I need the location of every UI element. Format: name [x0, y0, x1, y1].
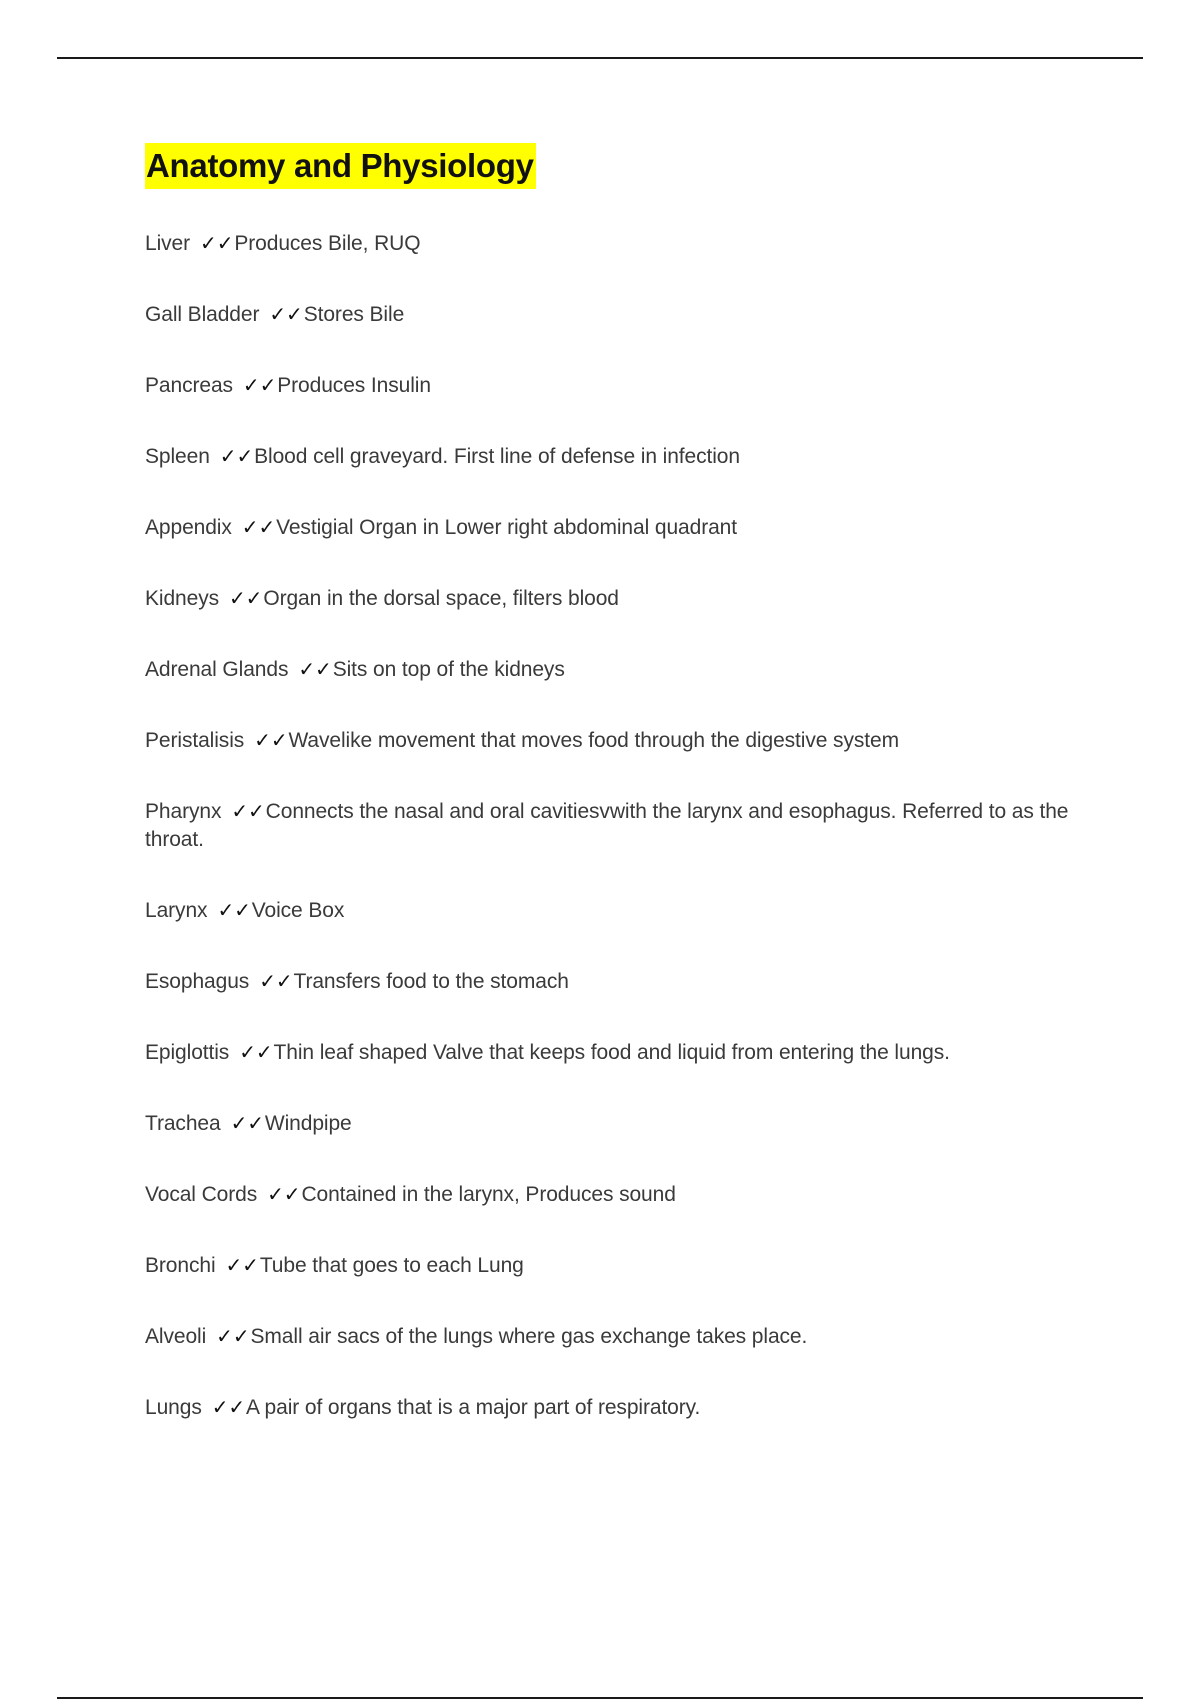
term-entry — [145, 726, 1085, 755]
document-body — [145, 143, 1085, 1464]
double-check-icon: ✓✓ — [269, 302, 303, 326]
term-entry — [145, 584, 1085, 613]
term-entry — [145, 1109, 1085, 1138]
term-entry — [145, 1038, 1085, 1067]
term-entry — [145, 896, 1085, 925]
double-check-icon: ✓✓ — [298, 657, 332, 681]
definition: Wavelike movement that moves food through the digestive system — [288, 729, 899, 752]
top-rule — [57, 57, 1143, 59]
term-entry — [145, 1322, 1085, 1351]
double-check-icon: ✓✓ — [229, 586, 263, 610]
definition: Produces Bile, RUQ — [234, 232, 421, 255]
term-list — [145, 229, 1085, 1422]
definition: Vestigial Organ in Lower right abdominal quadrant — [276, 516, 737, 539]
bottom-rule — [57, 1697, 1143, 1699]
double-check-icon: ✓✓ — [230, 1111, 264, 1135]
definition: Stores Bile — [303, 303, 405, 326]
definition: Blood cell graveyard. First line of defense in infection — [254, 445, 740, 468]
double-check-icon: ✓✓ — [267, 1182, 301, 1206]
definition: Produces Insulin — [277, 374, 431, 397]
definition: Thin leaf shaped Valve that keeps food and liquid from entering the lungs. — [273, 1041, 950, 1064]
term: Esophagus — [145, 970, 250, 993]
term: Adrenal Glands — [145, 658, 289, 681]
term-entry — [145, 967, 1085, 996]
double-check-icon: ✓✓ — [211, 1395, 246, 1419]
definition: Organ in the dorsal space, filters blood — [263, 587, 619, 610]
double-check-icon: ✓✓ — [254, 728, 288, 752]
double-check-icon: ✓✓ — [242, 373, 277, 397]
double-check-icon: ✓✓ — [225, 1253, 259, 1277]
double-check-icon: ✓✓ — [219, 444, 254, 468]
term-entry — [145, 1251, 1085, 1280]
term: Spleen — [145, 445, 210, 468]
term: Gall Bladder — [145, 303, 260, 326]
term: Lungs — [145, 1396, 202, 1419]
definition: Contained in the larynx, Produces sound — [301, 1183, 676, 1206]
document-title: Anatomy and Physiology — [145, 143, 536, 189]
definition: Transfers food to the stomach — [293, 970, 569, 993]
double-check-icon: ✓✓ — [200, 231, 234, 255]
term-entry — [145, 371, 1085, 400]
term-entry — [145, 513, 1085, 542]
term-entry — [145, 797, 1085, 854]
double-check-icon: ✓✓ — [239, 1040, 273, 1064]
term: Alveoli — [145, 1325, 207, 1348]
definition: Windpipe — [264, 1112, 352, 1135]
term-entry — [145, 655, 1085, 684]
term: Kidneys — [145, 587, 220, 610]
double-check-icon: ✓✓ — [217, 898, 251, 922]
definition: Voice Box — [251, 899, 345, 922]
double-check-icon: ✓✓ — [259, 969, 293, 993]
double-check-icon: ✓✓ — [231, 799, 265, 823]
definition: Connects the nasal and oral cavitiesvwith the larynx and esophagus. Referred to as the throat. — [145, 800, 1069, 851]
term: Pancreas — [145, 374, 233, 397]
definition: Sits on top of the kidneys — [332, 658, 565, 681]
double-check-icon: ✓✓ — [241, 515, 276, 539]
term: Epiglottis — [145, 1041, 230, 1064]
term-entry — [145, 1180, 1085, 1209]
term-entry — [145, 442, 1085, 471]
term: Larynx — [145, 899, 208, 922]
term-entry — [145, 300, 1085, 329]
definition: A pair of organs that is a major part of respiratory. — [246, 1396, 701, 1419]
definition: Tube that goes to each Lung — [259, 1254, 524, 1277]
term: Liver — [145, 232, 191, 255]
term-entry — [145, 1393, 1085, 1422]
term: Bronchi — [145, 1254, 216, 1277]
term: Peristalisis — [145, 729, 245, 752]
definition: Small air sacs of the lungs where gas exchange takes place. — [250, 1325, 808, 1348]
term: Vocal Cords — [145, 1183, 258, 1206]
term: Trachea — [145, 1112, 221, 1135]
term: Pharynx — [145, 800, 222, 823]
double-check-icon: ✓✓ — [216, 1324, 250, 1348]
term-entry — [145, 229, 1085, 258]
term: Appendix — [145, 516, 232, 539]
